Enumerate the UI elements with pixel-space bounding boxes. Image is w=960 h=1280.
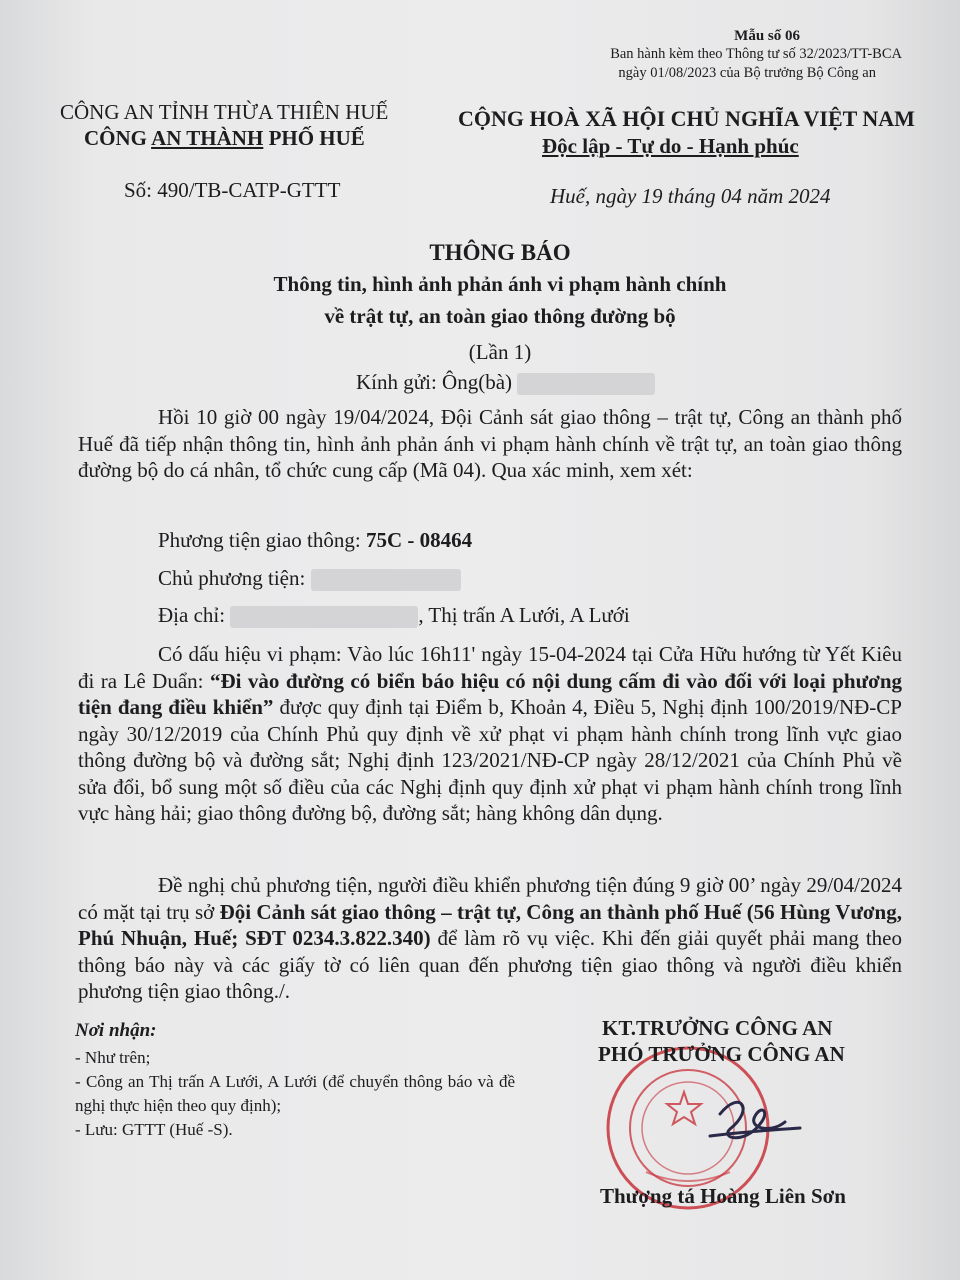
agency-name-underlined: AN THÀNH: [151, 126, 264, 150]
request-details: để làm rõ vụ việc. Khi đến giải quyết phải mang theo thông báo này và các giấy tờ có liên quan đến phương tiện giao thông và người điều khiển phương tiện giao thông./.: [78, 926, 903, 1003]
vehicle-label: Phương tiện giao thông:: [158, 528, 366, 552]
addressee-label: Kính gửi: Ông(bà): [356, 370, 513, 394]
signature-title: PHÓ TRƯỞNG CÔNG AN: [598, 1042, 845, 1066]
place-date: Huế, ngày 19 tháng 04 năm 2024: [550, 184, 831, 208]
signer-name: Thượng tá Hoàng Liên Sơn: [600, 1184, 846, 1208]
recipient-item: - Như trên;: [75, 1048, 151, 1067]
owner-label: Chủ phương tiện:: [158, 566, 306, 590]
violation-intro: Có dấu hiệu vi phạm: Vào lúc 16h11' ngày 15-04-2024 tại Cửa Hữu hướng từ Yết Kiêu đi ra Lê Duẩn:: [78, 642, 902, 693]
document-subtitle-1: Thông tin, hình ảnh phản ánh vi phạm hành chính: [273, 272, 727, 296]
address-value: , Thị trấn A Lưới, A Lưới: [418, 603, 630, 627]
violation-legal-basis: được quy định tại Điểm b, Khoản 4, Điều 5, Nghị định 100/2019/NĐ-CP ngày 30/12/2019 của Chính Phủ quy định về xử phạt vi phạm hành chính trong lĩnh vực giao thông đường bộ và đường sắt; Nghị định 123/2021/NĐ-CP ngày 28/12/2021 của Chính Phủ về sửa đổi, bổ sung một số điều của các Nghị định quy định xử phạt vi phạm hành chính trong lĩnh vực hàng hải; giao thông đường bộ, đường sắt; hàng không dân dụng.: [78, 695, 902, 825]
intro-paragraph: Hồi 10 giờ 00 ngày 19/04/2024, Đội Cảnh sát giao thông – trật tự, Công an thành phố Huế đã tiếp nhận thông tin, hình ảnh phản ánh vi phạm hành chính về trật tự, an toàn giao thông đường bộ do cá nhân, tổ chức cung cấp (Mã 04). Qua xác minh, xem xét:: [78, 405, 902, 482]
addressee: [356, 370, 655, 395]
nation-name: CỘNG HOÀ XÃ HỘI CHỦ NGHĨA VIỆT NAM: [458, 106, 915, 131]
document-title: THÔNG BÁO: [429, 240, 571, 265]
address-label: Địa chỉ:: [158, 603, 231, 627]
form-number: Mẫu số 06: [734, 28, 800, 44]
document-number: Số: 490/TB-CATP-GTTT: [124, 178, 341, 202]
notice-times: (Lần 1): [468, 340, 532, 364]
document-subtitle-2: về trật tự, an toàn giao thông đường bộ: [324, 304, 676, 328]
vehicle-plate: 75C - 08464: [365, 528, 473, 552]
address-line: [158, 603, 630, 628]
form-issued-line-2: ngày 01/08/2023 của Bộ trưởng Bộ Công an: [618, 65, 876, 81]
signature-authority: KT.TRƯỞNG CÔNG AN: [602, 1016, 833, 1040]
recipient-item: - Lưu: GTTT (Huế -S).: [75, 1120, 233, 1139]
request-paragraph: [78, 872, 902, 1005]
handwritten-signature: [700, 1084, 810, 1164]
nation-motto: Độc lập - Tự do - Hạnh phúc: [542, 134, 799, 158]
agency-parent: CÔNG AN TỈNH THỪA THIÊN HUẾ: [60, 100, 389, 124]
form-issued-line-1: Ban hành kèm theo Thông tư số 32/2023/TT-BCA: [610, 46, 902, 62]
redacted-address: [230, 606, 418, 628]
violation-description: “Đi vào đường có biển báo hiệu có nội dung cấm đi vào đối với loại phương tiện đang điều khiển”: [78, 668, 902, 719]
recipient-item: - Công an Thị trấn A Lưới, A Lưới (để chuyển thông báo và đề nghị thực hiện theo quy định);: [75, 1072, 515, 1115]
violation-paragraph: [78, 641, 902, 827]
agency-name: [84, 126, 365, 151]
recipients-title: Nơi nhận:: [75, 1020, 157, 1041]
agency-name-pre: CÔNG: [84, 126, 152, 150]
request-intro: Đề nghị chủ phương tiện, người điều khiển phương tiện đúng 9 giờ 00’ ngày 29/04/2024 có mặt tại trụ sở: [78, 873, 902, 924]
redacted-name: [517, 373, 655, 395]
vehicle-line: [158, 528, 472, 553]
agency-name-post: PHỐ HUẾ: [263, 126, 365, 150]
redacted-owner: [311, 569, 461, 591]
owner-line: [158, 566, 461, 591]
request-location: Đội Cảnh sát giao thông – trật tự, Công an thành phố Huế (56 Hùng Vương, Phú Nhuận, Huế; SĐT 0234.3.822.340): [78, 899, 902, 950]
